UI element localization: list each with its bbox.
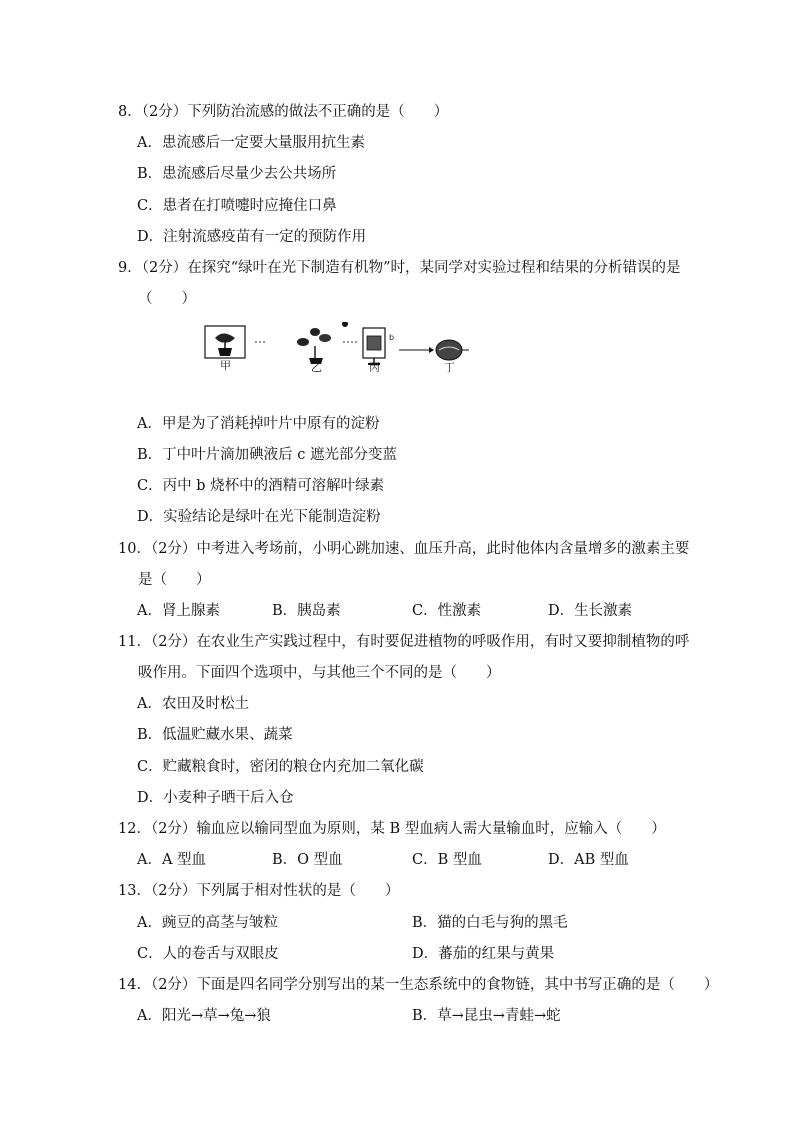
question-13-option-c: C．人的卷舌与双眼皮	[137, 946, 279, 962]
question-11-option-a: A．农田及时松土	[137, 696, 249, 712]
question-10-option-b: B．胰岛素	[272, 603, 341, 619]
question-11-stem-line1: 11．（2分）在农业生产实践过程中，有时要促进植物的呼吸作用，有时又要抑制植物的呼	[118, 634, 690, 650]
question-10-option-d: D．生长激素	[548, 603, 633, 619]
question-14-option-a: A．阳光→草→兔→狼	[137, 1008, 271, 1024]
question-13-option-b: B．猫的白毛与狗的黑毛	[412, 915, 568, 931]
question-10-option-a: A．肾上腺素	[137, 603, 220, 619]
question-11-option-c: C．贮藏粮食时，密闭的粮仓内充加二氧化碳	[137, 759, 424, 775]
question-14-stem: 14．（2分）下面是四名同学分别写出的某一生态系统中的食物链，其中书写正确的是（ ）	[118, 977, 719, 993]
figure-label-ding: 丁	[444, 361, 455, 372]
figure-panel-yi	[297, 322, 348, 372]
question-9-option-d: D．实验结论是绿叶在光下能制造淀粉	[137, 509, 381, 525]
question-8-option-b: B．患流感后尽量少去公共场所	[137, 166, 337, 182]
question-8-stem: 8．（2分）下列防治流感的做法不正确的是（ ）	[118, 104, 449, 120]
question-12-option-c: C．B 型血	[412, 852, 482, 868]
figure-panel-bing	[363, 328, 394, 372]
question-12-option-d: D．AB 型血	[548, 852, 629, 868]
question-10-stem-line1: 10．（2分）中考进入考场前，小明心跳加速、血压升高，此时他体内含量增多的激素主要	[118, 541, 690, 557]
figure-label-bing: 丙	[369, 361, 380, 372]
question-12-stem: 12．（2分）输血应以输同型血为原则，某 B 型血病人需大量输血时，应输入（ ）	[118, 821, 666, 837]
question-13-stem: 13．（2分）下列属于相对性状的是（ ）	[118, 883, 400, 899]
question-11-option-d: D．小麦种子晒干后入仓	[137, 790, 294, 806]
question-8-option-a: A．患流感后一定要大量服用抗生素	[137, 135, 365, 151]
experiment-figure	[203, 322, 473, 372]
question-9-stem-line1: 9．（2分）在探究“绿叶在光下制造有机物”时，某同学对实验过程和结果的分析错误的是	[118, 260, 681, 276]
question-10-option-c: C．性激素	[412, 603, 482, 619]
question-10-stem-line2: 是（ ）	[138, 572, 211, 588]
question-14-option-b: B．草→昆虫→青蛙→蛇	[412, 1008, 561, 1024]
question-9-option-b: B．丁中叶片滴加碘液后 c 遮光部分变蓝	[137, 447, 397, 463]
question-9-option-a: A．甲是为了消耗掉叶片中原有的淀粉	[137, 416, 380, 432]
question-8-option-d: D．注射流感疫苗有一定的预防作用	[137, 229, 367, 245]
question-8-option-c: C．患者在打喷嚏时应掩住口鼻	[137, 198, 337, 214]
question-13-option-d: D．蕃茄的红果与黄果	[412, 946, 555, 962]
question-13-option-a: A．豌豆的高茎与皱粒	[137, 915, 278, 931]
question-11-stem-line2: 吸作用。下面四个选项中，与其他三个不同的是（ ）	[138, 665, 501, 681]
figure-mark-b: b	[389, 333, 395, 342]
figure-label-jia: 甲	[220, 359, 231, 372]
figure-panel-jia	[205, 326, 245, 372]
question-9-stem-line2: （ ）	[138, 291, 196, 307]
question-9-option-c: C．丙中 b 烧杯中的酒精可溶解叶绿素	[137, 478, 385, 494]
question-12-option-b: B．O 型血	[272, 852, 343, 868]
figure-label-yi: 乙	[311, 361, 322, 372]
figure-panel-ding	[436, 340, 469, 372]
question-11-option-b: B．低温贮藏水果、蔬菜	[137, 727, 293, 743]
question-12-option-a: A．A 型血	[137, 852, 207, 868]
